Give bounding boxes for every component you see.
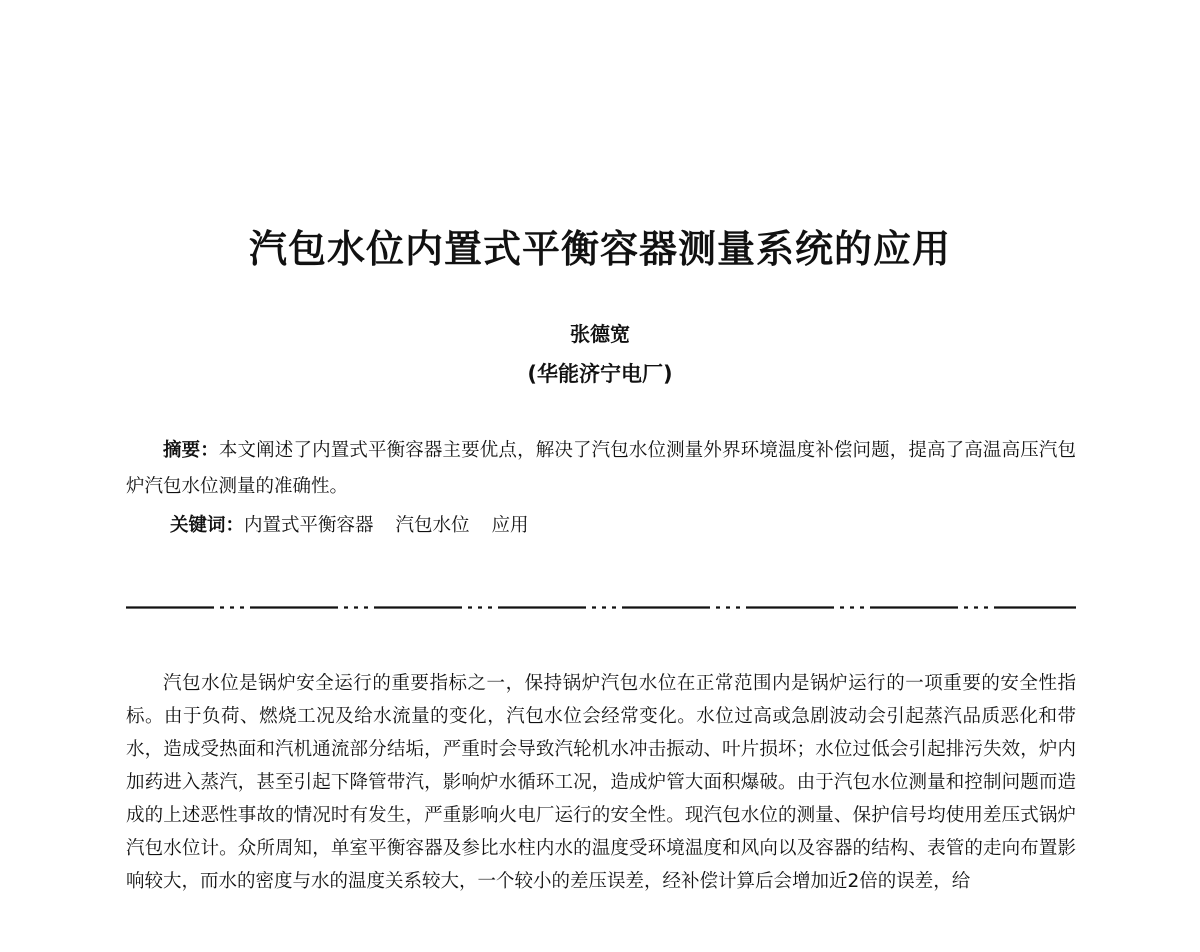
keyword-item: 汽包水位 [395, 515, 470, 536]
abstract-label: 摘要： [163, 440, 219, 461]
author-affiliation: (华能济宁电厂) [527, 362, 673, 386]
keyword-item: 内置式平衡容器 [244, 515, 374, 536]
author-name: 张德宽 [570, 322, 630, 346]
abstract-text: 本文阐述了内置式平衡容器主要优点，解决了汽包水位测量外界环境温度补偿问题，提高了高温高压汽包炉汽包水位测量的准确性。 [126, 440, 1076, 497]
abstract [126, 433, 1076, 505]
keywords [170, 508, 1070, 544]
body-paragraph: 汽包水位是锅炉安全运行的重要指标之一，保持锅炉汽包水位在正常范围内是锅炉运行的一项重要的安全性指标。由于负荷、燃烧工况及给水流量的变化，汽包水位会经常变化。水位过高或急剧波动会引起蒸汽品质恶化和带水，造成受热面和汽机通流部分结垢，严重时会导致汽轮机水冲击振动、叶片损坏；水位过低会引起排污失效，炉内加药进入蒸汽，甚至引起下降管带汽，影响炉水循环工况，造成炉管大面积爆破。由于汽包水位测量和控制问题而造成的上述恶性事故的情况时有发生，严重影响火电厂运行的安全性。现汽包水位的测量、保护信号均使用差压式锅炉汽包水位计。众所周知，单室平衡容器及参比水柱内水的温度受环境温度和风向以及容器的结构、表管的走向布置影响较大，而水的密度与水的温度关系较大，一个较小的差压误差，经补偿计算后会增加近2倍的误差，给 [126, 673, 1076, 892]
section-divider [126, 606, 1076, 609]
keywords-label: 关键词： [170, 515, 245, 536]
paper-title: 汽包水位内置式平衡容器测量系统的应用 [248, 227, 951, 271]
keyword-item: 应用 [491, 515, 529, 536]
